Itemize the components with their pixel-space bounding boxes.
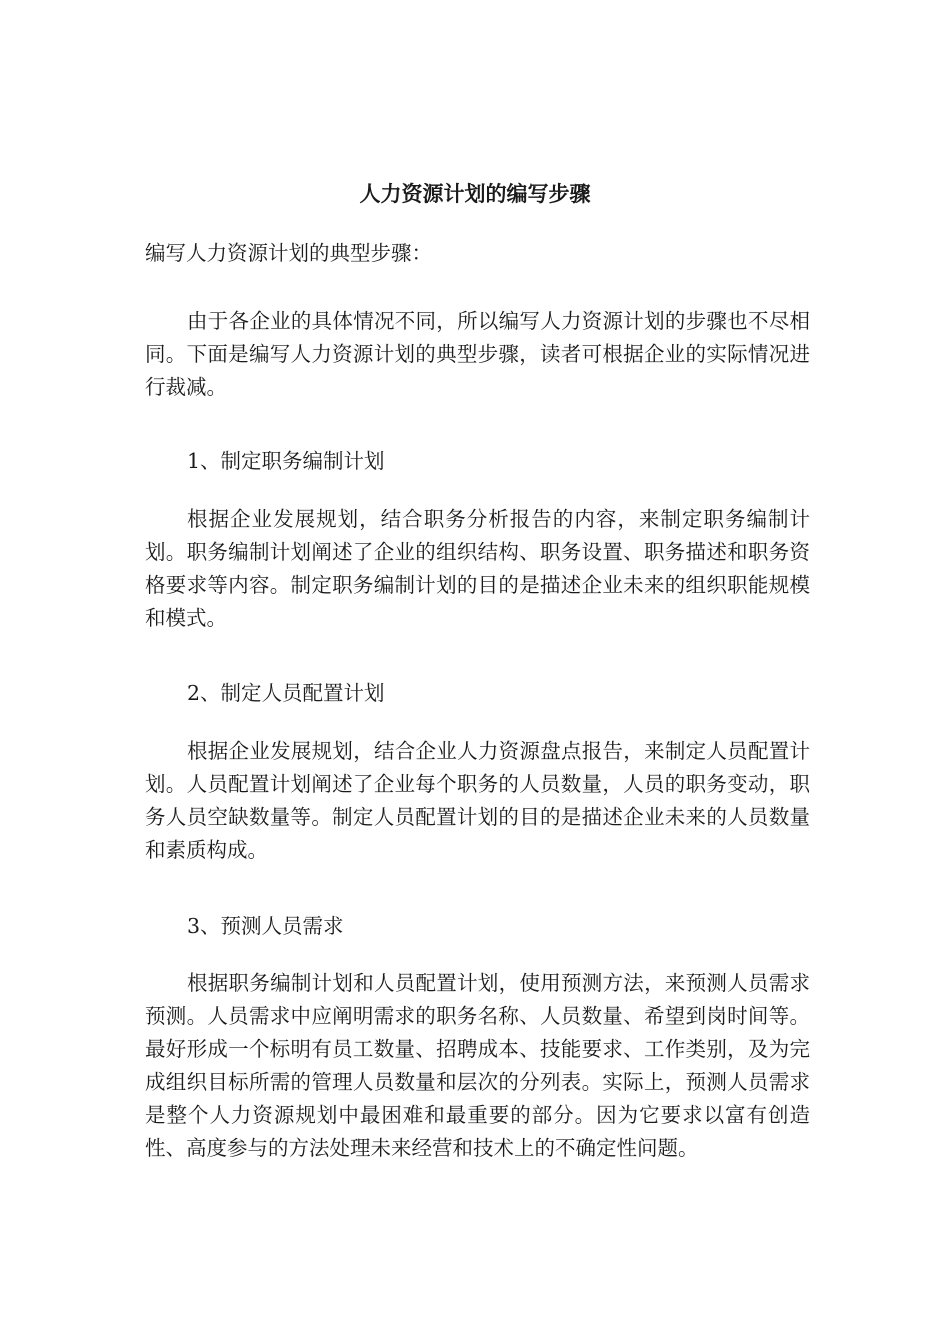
section-body-3: 根据职务编制计划和人员配置计划，使用预测方法，来预测人员需求预测。人员需求中应阐明需求的职务名称、人员数量、希望到岗时间等。最好形成一个标明有员工数量、招聘成本、技能要求、工作类别，及为完成组织目标所需的管理人员数量和层次的分列表。实际上，预测人员需求是整个人力资源规划中最困难和最重要的部分。因为它要求以富有创造性、高度参与的方法处理未来经营和技术上的不确定性问题。 [145,971,810,1160]
intro-paragraph: 由于各企业的具体情况不同，所以编写人力资源计划的步骤也不尽相同。下面是编写人力资源计划的典型步骤，读者可根据企业的实际情况进行裁减。 [145,309,810,399]
section-heading-3: 3、预测人员需求 [187,914,344,938]
section-body-2: 根据企业发展规划，结合企业人力资源盘点报告，来制定人员配置计划。人员配置计划阐述了企业每个职务的人员数量，人员的职务变动，职务人员空缺数量等。制定人员配置计划的目的是描述企业未来的人员数量和素质构成。 [145,739,810,862]
intro-line: 编写人力资源计划的典型步骤： [145,241,432,265]
section-heading-2: 2、制定人员配置计划 [187,681,385,705]
document-title: 人力资源计划的编写步骤 [359,181,591,206]
section-heading-1: 1、制定职务编制计划 [187,449,385,473]
section-body-1: 根据企业发展规划，结合职务分析报告的内容，来制定职务编制计划。职务编制计划阐述了企业的组织结构、职务设置、职务描述和职务资格要求等内容。制定职务编制计划的目的是描述企业未来的组织职能规模和模式。 [145,507,810,630]
